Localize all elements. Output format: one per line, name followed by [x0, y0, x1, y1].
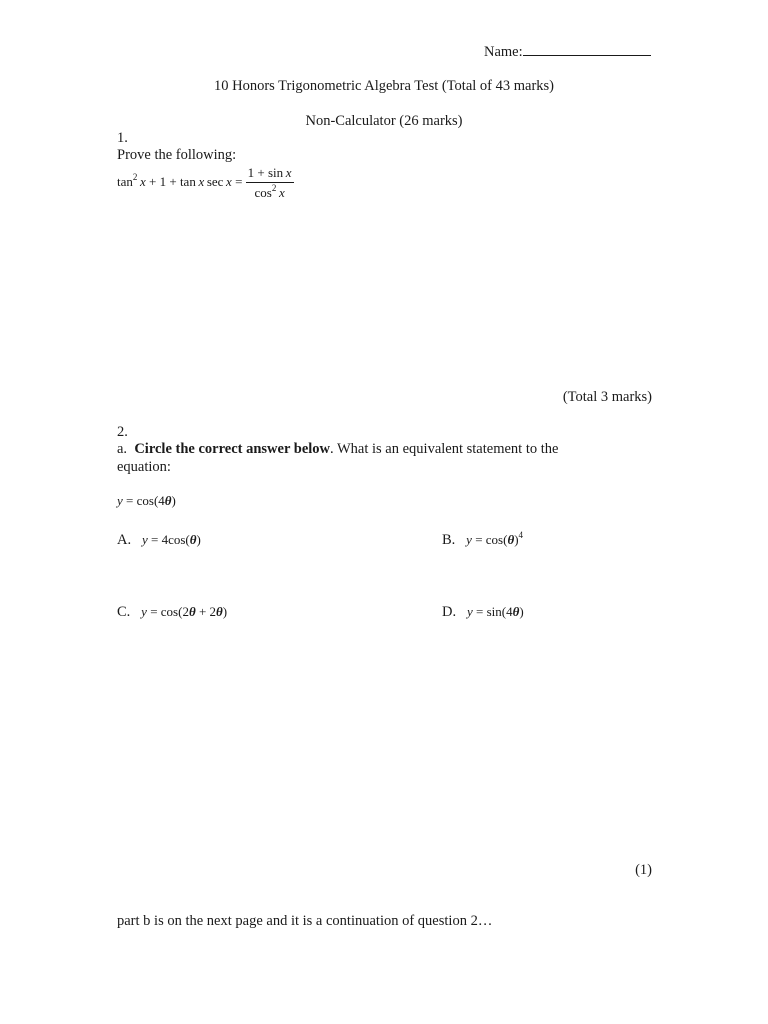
- option-d-label: D.: [442, 604, 457, 620]
- option-c-expression: y = cos(2θ + 2θ): [141, 604, 228, 619]
- option-d[interactable]: [442, 604, 524, 621]
- question-1-identity: $\tan^2 x + 1 + \tan x$ sec x = $\frac{\text{1 + sin x}}{\cos^2 x}$: [117, 165, 292, 200]
- option-b-expression: $y = \cos(\theta)^4$: [466, 530, 524, 547]
- instruction-rest: . What is an equivalent statement to the: [330, 441, 559, 457]
- option-b[interactable]: [442, 532, 523, 549]
- question-2a-instruction: [117, 441, 558, 458]
- option-c[interactable]: [117, 604, 227, 621]
- question-1-total-marks: (Total 3 marks): [562, 389, 652, 405]
- option-b-label: B.: [442, 532, 456, 548]
- option-c-label: C.: [117, 604, 131, 620]
- question-1-number: 1.: [117, 130, 128, 146]
- question-2-equation: y = cos(4θ): [117, 493, 176, 508]
- question-2a-instruction-line2: equation:: [117, 459, 171, 475]
- question-2-number: 2.: [117, 424, 128, 440]
- option-a[interactable]: [117, 532, 201, 549]
- section-title: Non-Calculator (26 marks): [305, 113, 463, 129]
- option-a-expression: y = 4cos(θ): [141, 532, 201, 547]
- instruction-bold: Circle the correct answer below: [134, 441, 330, 457]
- name-field: [484, 43, 651, 61]
- name-label: Name:: [484, 44, 523, 60]
- test-title: 10 Honors Trigonometric Algebra Test (Total of 43 marks): [213, 78, 555, 94]
- option-d-expression: y = sin(4θ): [466, 604, 524, 619]
- question-2a-marks: (1): [635, 862, 652, 878]
- name-blank-line: [523, 43, 651, 56]
- part-label: a.: [117, 441, 128, 457]
- identity-fraction: $\frac{\text{1 + sin x}}{\cos^2 x}$: [247, 165, 292, 200]
- question-1-prompt: Prove the following:: [117, 147, 237, 163]
- continuation-note: part b is on the next page and it is a continuation of question 2…: [117, 913, 493, 929]
- option-a-label: A.: [117, 532, 132, 548]
